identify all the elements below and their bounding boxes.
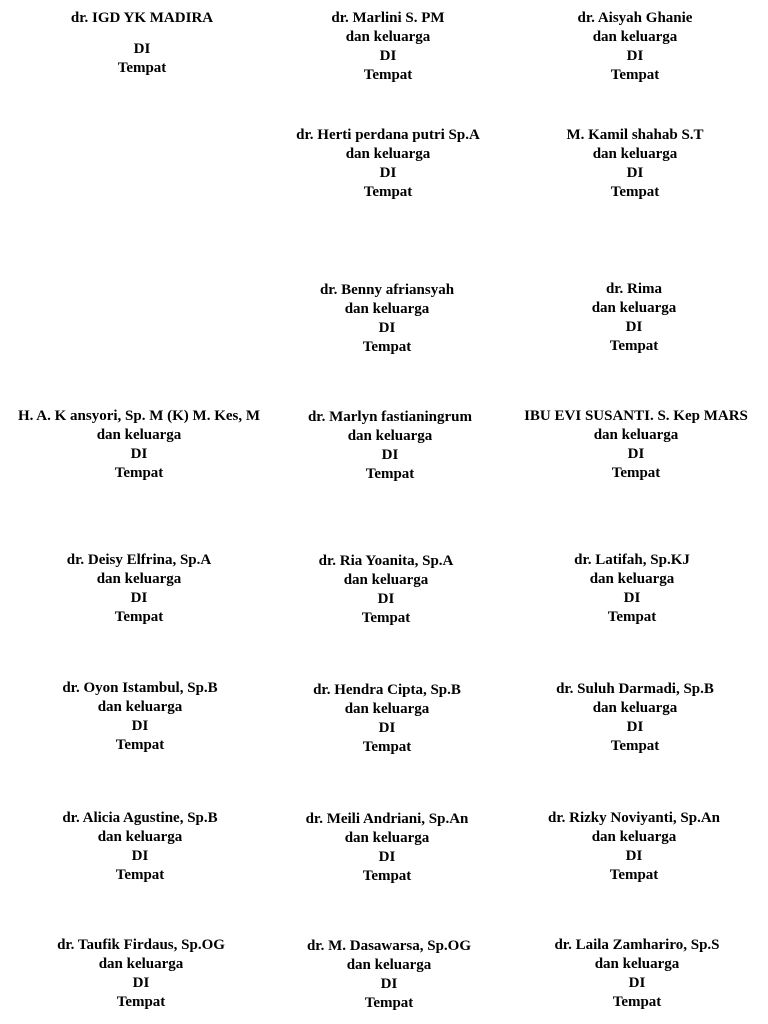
address-label bbox=[484, 809, 768, 885]
location-line: DI bbox=[381, 447, 399, 463]
family-line: dan keluarga bbox=[344, 701, 430, 717]
recipient-name: dr. Meili Andriani, Sp.An bbox=[305, 811, 469, 827]
location-line: DI bbox=[625, 848, 643, 864]
location-line: DI bbox=[377, 591, 395, 607]
location-line: DI bbox=[626, 165, 644, 181]
location-line: DI bbox=[628, 975, 646, 991]
place-line: Tempat bbox=[609, 338, 659, 354]
recipient-name: dr. Deisy Elfrina, Sp.A bbox=[66, 552, 212, 568]
family-line: dan keluarga bbox=[343, 572, 429, 588]
recipient-name: dr. Hendra Cipta, Sp.B bbox=[313, 682, 461, 698]
location-line: DI bbox=[378, 320, 396, 336]
place-line: Tempat bbox=[114, 609, 164, 625]
family-line: dan keluarga bbox=[344, 301, 430, 317]
location-line: DI bbox=[378, 849, 396, 865]
family-line: dan keluarga bbox=[96, 427, 182, 443]
location-line: DI bbox=[379, 48, 397, 64]
family-line: dan keluarga bbox=[591, 300, 677, 316]
recipient-name: dr. Herti perdana putri Sp.A bbox=[296, 127, 480, 143]
place-line: Tempat bbox=[610, 67, 660, 83]
address-label bbox=[482, 551, 768, 627]
place-line: Tempat bbox=[609, 867, 659, 883]
family-line: dan keluarga bbox=[347, 428, 433, 444]
recipient-name: H. A. K ansyori, Sp. M (K) M. Kes, M bbox=[17, 408, 261, 424]
place-line: Tempat bbox=[612, 994, 662, 1010]
location-line: DI bbox=[130, 590, 148, 606]
family-line: dan keluarga bbox=[593, 427, 679, 443]
recipient-name: IBU EVI SUSANTI. S. Kep MARS bbox=[524, 408, 748, 424]
address-label bbox=[485, 680, 768, 756]
recipient-name: dr. Benny afriansyah bbox=[319, 282, 455, 298]
location-line: DI bbox=[626, 719, 644, 735]
place-line: Tempat bbox=[362, 739, 412, 755]
place-line: Tempat bbox=[610, 738, 660, 754]
address-label bbox=[485, 9, 768, 85]
place-line: Tempat bbox=[364, 995, 414, 1011]
recipient-name: dr. M. Dasawarsa, Sp.OG bbox=[306, 938, 472, 954]
recipient-name: dr. Marlyn fastianingrum bbox=[307, 409, 473, 425]
family-line: dan keluarga bbox=[97, 829, 183, 845]
address-label bbox=[485, 126, 768, 202]
place-line: Tempat bbox=[117, 60, 167, 76]
place-line: Tempat bbox=[610, 184, 660, 200]
recipient-name: dr. Ria Yoanita, Sp.A bbox=[318, 553, 454, 569]
place-line: Tempat bbox=[115, 867, 165, 883]
recipient-name: dr. Laila Zamhariro, Sp.S bbox=[554, 937, 720, 953]
recipient-name: dr. Suluh Darmadi, Sp.B bbox=[556, 681, 714, 697]
place-line: Tempat bbox=[114, 465, 164, 481]
location-line: DI bbox=[130, 446, 148, 462]
recipient-name: dr. Alicia Agustine, Sp.B bbox=[62, 810, 218, 826]
location-line: DI bbox=[623, 590, 641, 606]
recipient-name: dr. Rizky Noviyanti, Sp.An bbox=[548, 810, 720, 826]
family-line: dan keluarga bbox=[345, 146, 431, 162]
family-line: dan keluarga bbox=[591, 829, 677, 845]
recipient-name: M. Kamil shahab S.T bbox=[566, 127, 704, 143]
family-line: dan keluarga bbox=[97, 699, 183, 715]
family-line: dan keluarga bbox=[96, 571, 182, 587]
recipient-name: dr. Latifah, Sp.KJ bbox=[574, 552, 690, 568]
family-line: dan keluarga bbox=[345, 29, 431, 45]
place-line: Tempat bbox=[116, 994, 166, 1010]
family-line: dan keluarga bbox=[592, 146, 678, 162]
location-line: DI bbox=[131, 848, 149, 864]
location-line: DI bbox=[625, 319, 643, 335]
location-line: DI bbox=[380, 976, 398, 992]
family-line: dan keluarga bbox=[589, 571, 675, 587]
recipient-name: dr. Oyon Istambul, Sp.B bbox=[62, 680, 218, 696]
place-line: Tempat bbox=[363, 67, 413, 83]
place-line: Tempat bbox=[365, 466, 415, 482]
place-line: Tempat bbox=[362, 339, 412, 355]
location-line: DI bbox=[627, 446, 645, 462]
location-line: DI bbox=[131, 718, 149, 734]
address-label bbox=[484, 280, 768, 356]
place-line: Tempat bbox=[607, 609, 657, 625]
family-line: dan keluarga bbox=[592, 700, 678, 716]
place-line: Tempat bbox=[362, 868, 412, 884]
address-label bbox=[486, 407, 768, 483]
location-line: DI bbox=[378, 720, 396, 736]
family-line: dan keluarga bbox=[346, 957, 432, 973]
place-line: Tempat bbox=[611, 465, 661, 481]
location-line: DI bbox=[626, 48, 644, 64]
family-line: dan keluarga bbox=[592, 29, 678, 45]
address-label bbox=[487, 936, 768, 1012]
location-line: DI bbox=[132, 975, 150, 991]
place-line: Tempat bbox=[115, 737, 165, 753]
recipient-name: dr. Marlini S. PM bbox=[331, 10, 445, 26]
recipient-name: dr. Taufik Firdaus, Sp.OG bbox=[57, 937, 225, 953]
location-line: DI bbox=[133, 41, 151, 57]
recipient-name: dr. Aisyah Ghanie bbox=[577, 10, 693, 26]
family-line: dan keluarga bbox=[344, 830, 430, 846]
recipient-name: dr. IGD YK MADIRA bbox=[70, 10, 214, 26]
place-line: Tempat bbox=[363, 184, 413, 200]
recipient-name: dr. Rima bbox=[605, 281, 663, 297]
family-line: dan keluarga bbox=[98, 956, 184, 972]
family-line: dan keluarga bbox=[594, 956, 680, 972]
location-line: DI bbox=[379, 165, 397, 181]
place-line: Tempat bbox=[361, 610, 411, 626]
